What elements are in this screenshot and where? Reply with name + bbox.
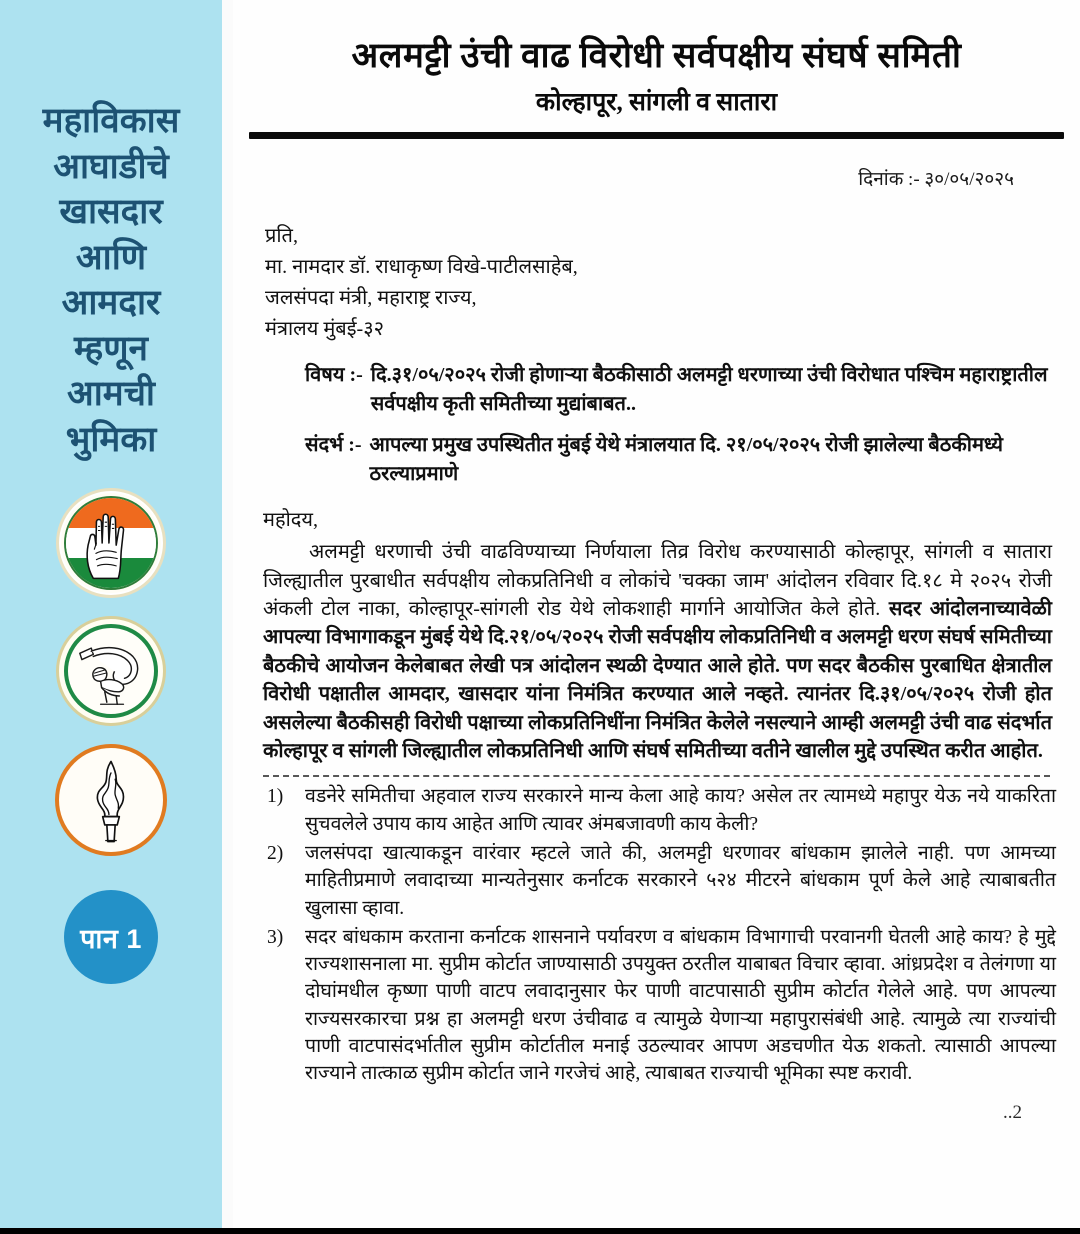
letterhead-divider bbox=[249, 132, 1064, 139]
list-item-text: वडनेरे समितीचा अहवाल राज्य सरकारने मान्य केला आहे काय? असेल तर त्यामध्ये महापुर येऊ नये याकरिता सुचवलेले उपाय काय आहेत आणि त्यावर अंमबजावणी काय केली? bbox=[305, 786, 1056, 835]
sidebar-panel bbox=[0, 0, 222, 1228]
torch-flame-icon bbox=[55, 744, 167, 856]
page-edge-gap bbox=[222, 0, 233, 1228]
list-item-text: जलसंपदा खात्याकडून वारंवार म्हटले जाते की, अलमट्टी धरणावर बांधकाम झालेले नाही. पण आमच्या माहितीप्रमाणे लवादाच्या मान्यतेनुसार कर्नाटक सरकारने ५२४ मीटरने बांधकाम पूर्ण केले आहे त्याबाबतीत खुलासा व्हावा. bbox=[305, 842, 1056, 919]
sidebar-headline-line-5: आमदार bbox=[61, 283, 161, 322]
list-item-number: 3) bbox=[267, 926, 284, 948]
sidebar-headline-line-6: म्हणून bbox=[74, 328, 148, 368]
sidebar-headline bbox=[11, 98, 211, 462]
list-item bbox=[267, 840, 1056, 922]
subject-label: विषय :- bbox=[305, 364, 363, 387]
list-item-text: सदर बांधकाम करताना कर्नाटक शासनाने पर्यावरण व बांधकाम विभागाची परवानगी घेतली आहे काय? हे मुद्दे राज्यशासनाला मा. सुप्रीम कोर्टात जाण्यासाठी उपयुक्त ठरतील याबाबत विचार व्हावा. आंध्रप्रदेश व तेलंगणा या दोघांमधील कृष्णा पाणी वाटप लवादानुसार फेर पाणी वाटपासाठी सुप्रीम कोर्टात गेलेले आहे. पण आपल्या राज्यसरकारचा प्रश्न हा अलमट्टी धरण उंचीवाढ व त्यामुळे येणाऱ्या महापुरासंबंधी आहे. त्यामुळे त्या राज्यांची पाणी वाटपासंदर्भातील सुप्रीम कोर्टातील मनाई उठल्यावर आपण अडचणीत येऊ शकतो. त्यासाठी आपल्या राज्याने तात्काळ सुप्रीम कोर्टात जाने गरजेचं आहे, त्याबाबत राज्याची भूमिका स्पष्ट करावी. bbox=[305, 926, 1056, 1085]
page-continuation-marker: ..2 bbox=[1003, 1101, 1022, 1123]
section-divider bbox=[263, 775, 1050, 777]
sidebar-headline-line-4: आणि bbox=[75, 237, 147, 277]
list-item bbox=[267, 924, 1056, 1088]
subject-text: दि.३१/०५/२०२५ रोजी होणाऱ्या बैठकीसाठी अलमट्टी धरणाच्या उंची विरोधात पश्चिम महाराष्ट्रातील सर्वपक्षीय कृती समितीच्या मुद्यांबाबत.. bbox=[370, 364, 1048, 416]
list-item-number: 1) bbox=[267, 786, 284, 808]
list-item bbox=[267, 783, 1056, 838]
bottom-black-bar bbox=[0, 1228, 1080, 1234]
address-line-4: मंत्रालय मुंबई-३२ bbox=[265, 318, 385, 341]
reference-row bbox=[305, 431, 1056, 489]
paragraph-part-bold: सदर आंदोलनाच्यावेळी आपल्या विभागाकडून मुंबई येथे दि.२१/०५/२०२५ रोजी सर्वपक्षीय लोकप्रतिनिधी व अलमट्टी धरण संघर्ष समितीच्या बैठकीचे आयोजन केलेबाबत लेखी पत्र आंदोलन स्थळी देण्यात आले होते. पण सदर बैठकीस पुरबाधित क्षेत्रातील विरोधी पक्षातील आमदार, खासदार यांना निमंत्रित करण्यात आले नव्हते. त्यानंतर दि.३१/०५/२०२५ रोजी होत असलेल्या बैठकीसही विरोधी पक्षाच्या लोकप्रतिनिधींना निमंत्रित केलेले नसल्याने आम्ही अलमट्टी उंची वाढ संदर्भात कोल्हापूर व सांगली जिल्ह्यातील लोकप्रतिनिधी आणि संघर्ष समितीच्या वतीने खालील मुद्दे उपस्थित करीत आहोत. bbox=[263, 598, 1052, 762]
subject-row bbox=[305, 361, 1056, 419]
reference-text: आपल्या प्रमुख उपस्थितीत मुंबई येथे मंत्रालयात दि. २१/०५/२०२५ रोजी झालेल्या बैठकीमध्ये ठरल्याप्रमाणे bbox=[369, 434, 1004, 486]
letterhead bbox=[233, 0, 1080, 118]
address-line-3: जलसंपदा मंत्री, महाराष्ट्र राज्य, bbox=[265, 287, 477, 310]
sidebar-headline-line-7: आमची bbox=[67, 374, 155, 413]
sidebar-headline-line-2: आघाडीचे bbox=[53, 146, 169, 186]
address-line-1: प्रति, bbox=[265, 225, 298, 248]
party-logo-group bbox=[55, 488, 167, 856]
ncp-tutari-icon bbox=[56, 616, 166, 726]
sidebar-headline-line-1: महाविकास bbox=[42, 101, 180, 140]
address-line-2: मा. नामदार डॉ. राधाकृष्ण विखे-पाटीलसाहेब, bbox=[265, 256, 578, 279]
recipient-address bbox=[257, 221, 1056, 345]
main-paragraph bbox=[257, 538, 1056, 765]
letter-document bbox=[233, 0, 1080, 1228]
subject-reference-block bbox=[257, 361, 1056, 489]
salutation: महोदय, bbox=[263, 509, 318, 532]
list-item-number: 2) bbox=[267, 842, 284, 864]
congress-hand-icon bbox=[56, 488, 166, 598]
reference-label: संदर्भ :- bbox=[305, 434, 362, 457]
letterhead-title: अलमट्टी उंची वाढ विरोधी सर्वपक्षीय संघर्ष समिती bbox=[351, 36, 962, 75]
sidebar-headline-line-8: भुमिका bbox=[65, 419, 157, 459]
paragraph-part-normal: अलमट्टी धरणाची उंची वाढविण्याच्या निर्णयाला तिव्र विरोध करण्यासाठी कोल्हापूर, सांगली व सातारा जिल्ह्यातील पुरबाधीत सर्वपक्षीय लोकप्रतिनिधी व लोकांचे 'चक्का जाम' आंदोलन रविवार दि.१८ मे २०२५ रोजी अंकली टोल नाका, कोल्हापूर-सांगली रोड येथे लोकशाही मार्गाने आयोजित केले होते. bbox=[263, 541, 1052, 621]
date-line: दिनांक :- ३०/०५/२०२५ bbox=[858, 169, 1014, 191]
letterhead-subtitle: कोल्हापूर, सांगली व सातारा bbox=[535, 89, 778, 117]
page-number-badge: पान 1 bbox=[64, 890, 158, 984]
sidebar-headline-line-3: खासदार bbox=[59, 192, 163, 231]
letter-body bbox=[233, 165, 1080, 1123]
points-list bbox=[257, 783, 1056, 1087]
